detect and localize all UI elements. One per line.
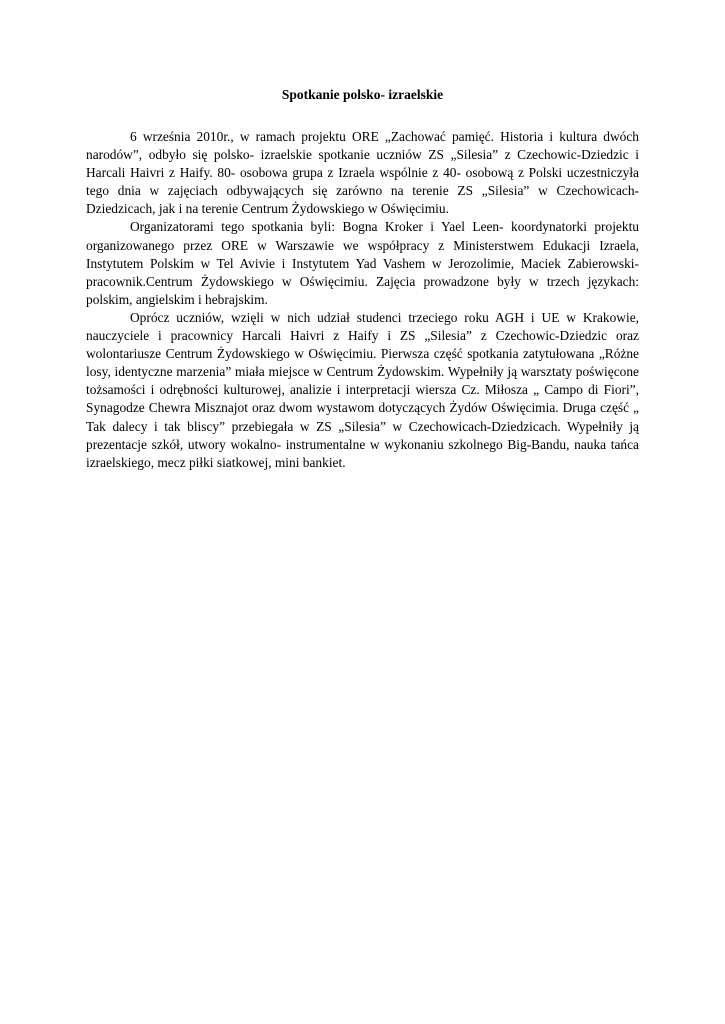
document-body — [86, 128, 639, 472]
paragraph-2: Organizatorami tego spotkania byli: Bogna Kroker i Yael Leen- koordynatorki projektu organizowanego przez ORE w Warszawie we współpracy z Ministerstwem Edukacji Izraela, Instytutem Polskim w Tel Avivie i Instytutem Yad Vashem w Jerozolimie, Maciek Zabierowski- pracownik.Centrum Żydowskiego w Oświęcimiu. Zajęcia prowadzone były w trzech językach: polskim, angielskim i hebrajskim. — [86, 219, 639, 307]
paragraph-1: 6 września 2010r., w ramach projektu ORE „Zachować pamięć. Historia i kultura dwóch narodów”, odbyło się polsko- izraelskie spotkanie uczniów ZS „Silesia” z Czechowic-Dziedzic i Harcali Haivri z Haify. 80- osobowa grupa z Izraela wspólnie z 40- osobową z Polski uczestniczyła tego dnia w zajęciach odbywających się zarówno na terenie ZS „Silesia” w Czechowicach-Dziedzicach, jak i na terenie Centrum Żydowskiego w Oświęcimiu. — [86, 129, 639, 217]
document-title: Spotkanie polsko- izraelskie — [281, 87, 444, 102]
paragraph-3: Oprócz uczniów, wzięli w nich udział studenci trzeciego roku AGH i UE w Krakowie, nauczyciele i pracownicy Harcali Haivri z Haify i ZS „Silesia” z Czechowic-Dziedzic oraz wolontariusze Centrum Żydowskiego w Oświęcimiu. Pierwsza część spotkania zatytułowana „Różne losy, identyczne marzenia” miała miejsce w Centrum Żydowskim. Wypełniły ją warsztaty poświęcone tożsamości i odrębności kulturowej, analizie i interpretacji wiersza Cz. Miłosza „ Campo di Fiori”, Synagodze Chewra Misznajot oraz dwom wystawom dotyczących Żydów Oświęcimia. Druga część „ Tak dalecy i tak bliscy” przebiegała w ZS „Silesia” w Czechowicach-Dziedzicach. Wypełniły ją prezentacje szkół, utwory wokalno- instrumentalne w wykonaniu szkolnego Big-Bandu, nauka tańca izraelskiego, mecz piłki siatkowej, mini bankiet. — [86, 309, 639, 470]
